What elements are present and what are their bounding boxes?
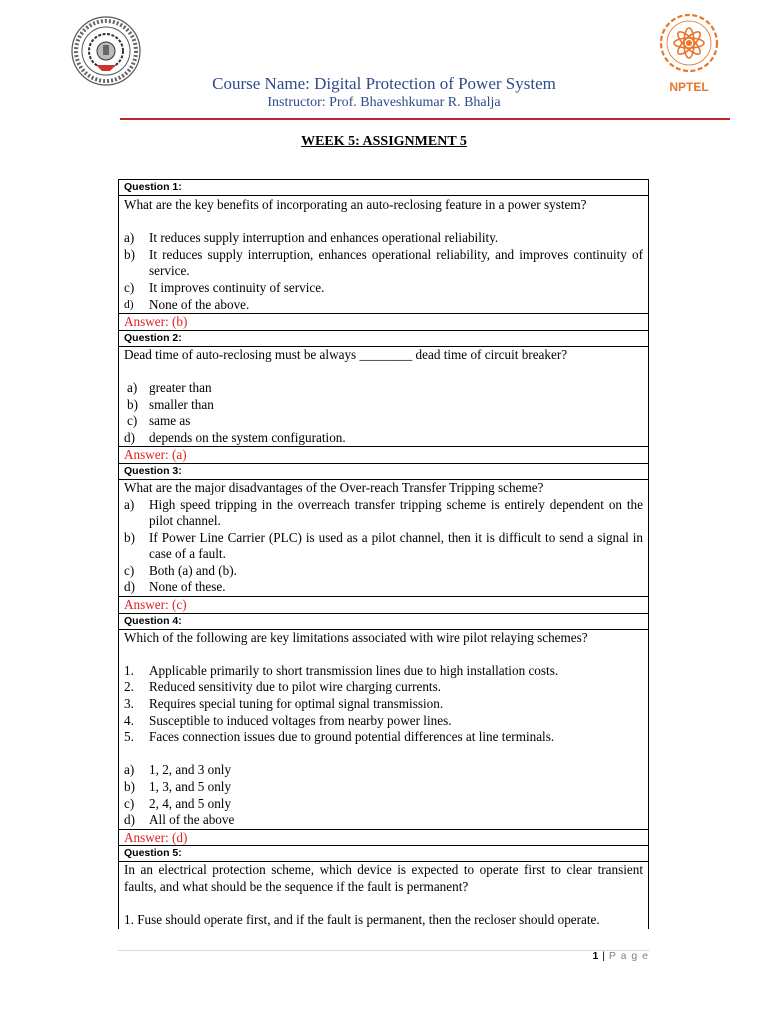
course-name: Course Name: Digital Protection of Power System — [212, 74, 556, 93]
nptel-logo-text: NPTEL — [669, 80, 709, 94]
question-text: Which of the following are key limitations associated with wire pilot relaying schemes? — [124, 629, 588, 645]
option-item: b) 1, 3, and 5 only — [124, 779, 232, 794]
page-footer — [560, 950, 649, 962]
question-label: Question 4: — [118, 614, 649, 630]
assignment-title: WEEK 5: ASSIGNMENT 5 — [301, 134, 467, 149]
header-divider — [120, 118, 730, 120]
question-body — [118, 347, 649, 448]
statement-item: 3. Requires special tuning for optimal signal transmission. — [124, 696, 444, 712]
option-item: a) 1, 2, and 3 only — [124, 762, 232, 778]
option-item: a) It reduces supply interruption and enhances operational reliability. — [124, 230, 499, 246]
option-item: d) depends on the system configuration. — [124, 429, 346, 445]
question-label: Question 2: — [118, 331, 649, 347]
question-label: Question 3: — [118, 464, 649, 480]
statement-item: 2. Reduced sensitivity due to pilot wire charging currents. — [124, 679, 442, 695]
option-item: 1. Fuse should operate first, and if the fault is permanent, then the recloser should operate. — [124, 912, 600, 928]
answer-text: Answer: (c) — [118, 597, 649, 614]
question-body — [118, 196, 649, 314]
option-item: b) If Power Line Carrier (PLC) is used as a pilot channel, then it is difficult to send a signal in case of a fault. — [124, 529, 643, 562]
answer-text: Answer: (a) — [118, 447, 649, 464]
option-item: c) It improves continuity of service. — [124, 279, 325, 295]
option-item: d) None of these. — [124, 579, 226, 595]
answer-text: Answer: (d) — [118, 830, 649, 847]
question-label: Question 5: — [118, 846, 649, 862]
statement-item: 5. Faces connection issues due to ground potential differences at line terminals. — [124, 729, 555, 745]
option-item: c) Both (a) and (b). — [124, 562, 237, 578]
option-item: d) None of the above. — [124, 296, 250, 312]
question-text: In an electrical protection scheme, which device is expected to operate first to clear transient faults, and what should be the sequence if the fault is permanent? — [124, 862, 643, 894]
instructor-name: Instructor: Prof. Bhaveshkumar R. Bhalja — [267, 95, 501, 110]
answer-text: Answer: (b) — [118, 314, 649, 331]
statement-item: 1. Applicable primarily to short transmission lines due to high installation costs. — [124, 662, 559, 678]
question-text: What are the key benefits of incorporating an auto-reclosing feature in a power system? — [124, 197, 587, 212]
option-item: a) greater than — [127, 379, 212, 395]
statement-item: 4. Susceptible to induced voltages from nearby power lines. — [124, 712, 452, 728]
page-separator: | — [602, 950, 605, 962]
option-item: b) smaller than — [127, 396, 214, 412]
question-body — [118, 480, 649, 597]
question-text: What are the major disadvantages of the Over-reach Transfer Tripping scheme? — [124, 479, 544, 495]
page-word: P a g e — [608, 950, 649, 962]
question-text: Dead time of auto-reclosing must be always ________ dead time of circuit breaker? — [124, 346, 568, 362]
option-item: c) 2, 4, and 5 only — [124, 795, 232, 811]
page-number: 1 — [592, 950, 599, 962]
option-item: a) High speed tripping in the overreach transfer tripping scheme is entirely dependent on the pilot channel. — [124, 496, 643, 529]
option-item: b) It reduces supply interruption, enhances operational reliability, and improves continuity of service. — [124, 246, 643, 279]
option-item: c) same as — [127, 413, 191, 429]
questions-table — [118, 179, 649, 929]
question-body — [118, 630, 649, 830]
option-item: d) All of the above — [124, 812, 235, 828]
question-label: Question 1: — [118, 180, 649, 196]
question-body — [118, 862, 649, 928]
